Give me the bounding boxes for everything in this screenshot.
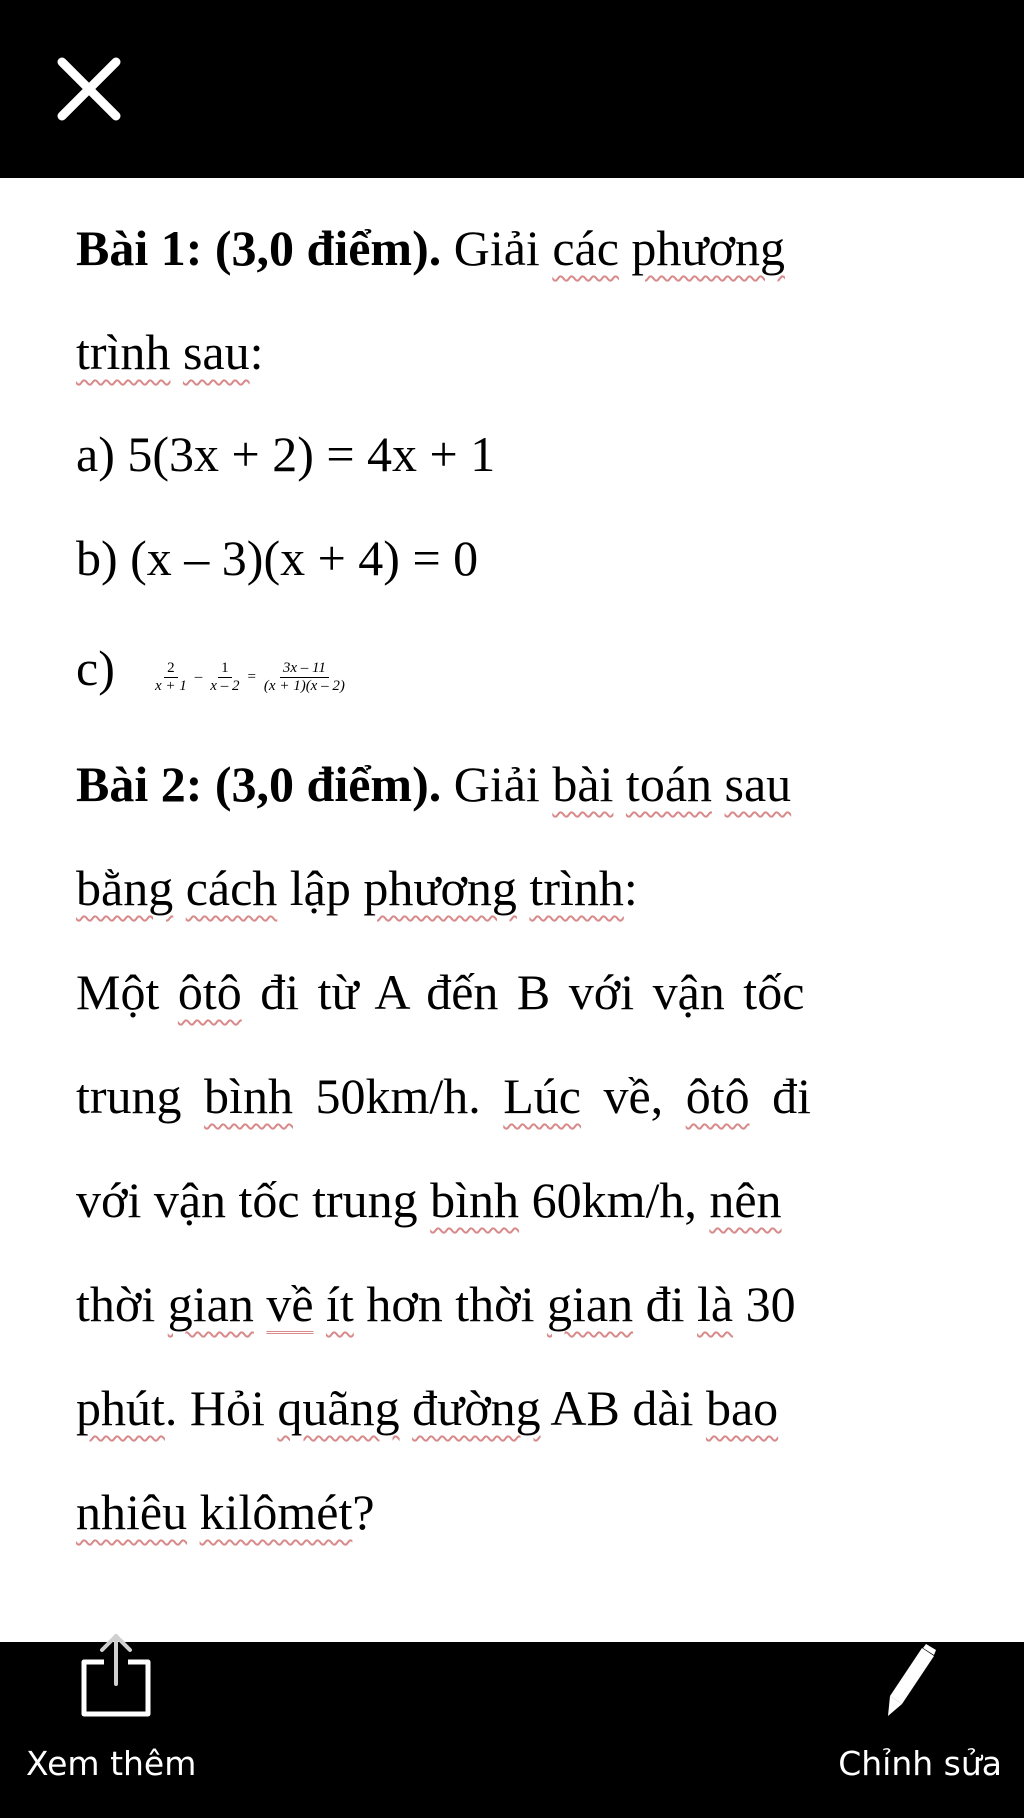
pencil-icon <box>880 1642 940 1722</box>
bai2-paragraph-line6 <box>76 1482 375 1542</box>
paragraph-word: Một <box>76 964 160 1020</box>
bai2-paragraph-line4 <box>76 1274 796 1334</box>
fraction-3 <box>261 660 348 695</box>
paragraph-word: quãng <box>277 1380 400 1436</box>
bai2-word: sau <box>724 756 792 812</box>
fraction-3-numerator: 3x – 11 <box>280 660 329 678</box>
bai2-word: Giải <box>453 756 540 812</box>
edit-button[interactable] <box>880 1642 940 1722</box>
share-button[interactable] <box>76 1626 156 1722</box>
bai2-title: Bài 2: (3,0 điểm). <box>76 756 442 812</box>
paragraph-word: bình <box>430 1172 520 1228</box>
fraction-2-numerator: 1 <box>218 660 232 678</box>
paragraph-word: với vận tốc trung <box>76 1172 418 1228</box>
fraction-2 <box>207 660 242 695</box>
paragraph-word: 60km/h, <box>531 1172 697 1228</box>
fraction-1-numerator: 2 <box>164 660 178 678</box>
bai1-word: các <box>552 220 619 276</box>
paragraph-word: về <box>266 1276 314 1332</box>
bai2-word: bài <box>552 756 614 812</box>
bai2-paragraph-line1 <box>76 962 804 1022</box>
paragraph-word: 30 <box>745 1276 796 1332</box>
paragraph-word: đi <box>645 1276 685 1332</box>
item-c-equation <box>152 660 348 695</box>
item-a-label: a) <box>76 426 115 482</box>
bai1-item-b <box>76 528 478 588</box>
paragraph-word: gian <box>167 1276 254 1332</box>
paragraph-word: nên <box>709 1172 782 1228</box>
bai2-heading-line1 <box>76 754 791 814</box>
bai2-paragraph-line3 <box>76 1170 782 1230</box>
item-c-label: c) <box>76 640 115 696</box>
fraction-2-denominator: x – 2 <box>210 678 240 694</box>
paragraph-word: đường <box>412 1380 541 1436</box>
close-button[interactable] <box>56 56 122 122</box>
paragraph-word: về, <box>603 1068 664 1124</box>
bai2-word: toán <box>625 756 713 812</box>
document-page <box>0 178 1024 1642</box>
paragraph-word: bình <box>204 1068 293 1124</box>
paragraph-word: ít <box>326 1276 354 1332</box>
paragraph-word: ôtô <box>177 964 242 1020</box>
bai1-word: Giải <box>453 220 540 276</box>
bai1-colon: : <box>249 324 264 380</box>
minus-sign: – <box>194 669 203 685</box>
item-a-equation: 5(3x + 2) = 4x + 1 <box>127 426 496 482</box>
bai2-colon: : <box>623 860 638 916</box>
bai1-word: phương <box>631 220 785 276</box>
close-icon <box>56 56 122 122</box>
bai2-word: trình <box>529 860 624 916</box>
fraction-1-denominator: x + 1 <box>155 678 187 694</box>
paragraph-word: phút <box>76 1380 165 1436</box>
bai2-paragraph-line2 <box>76 1066 811 1126</box>
bai2-word: cách <box>185 860 278 916</box>
paragraph-word: AB dài <box>550 1380 694 1436</box>
paragraph-word: đi từ A đến B với vận tốc <box>260 964 805 1020</box>
paragraph-word: hơn thời <box>366 1276 535 1332</box>
paragraph-word: đi <box>772 1068 811 1124</box>
share-icon <box>76 1626 156 1722</box>
paragraph-word: 50km/h. <box>315 1068 481 1124</box>
paragraph-word: ? <box>352 1484 375 1540</box>
bai1-heading-line2 <box>76 322 264 382</box>
bai1-word: sau <box>182 324 250 380</box>
fraction-3-denominator: (x + 1)(x – 2) <box>263 678 345 694</box>
bai2-word: bằng <box>76 860 174 916</box>
bai2-word: phương <box>363 860 517 916</box>
top-bar <box>0 0 1024 178</box>
bai1-item-a <box>76 424 495 484</box>
paragraph-word: gian <box>547 1276 634 1332</box>
paragraph-word: ôtô <box>685 1068 750 1124</box>
bai1-item-c <box>76 638 115 698</box>
bai1-title: Bài 1: (3,0 điểm). <box>76 220 442 276</box>
paragraph-word: thời <box>76 1276 156 1332</box>
paragraph-word: bao <box>705 1380 779 1436</box>
item-b-label: b) <box>76 530 118 586</box>
bai2-heading-line2 <box>76 858 638 918</box>
item-b-equation: (x – 3)(x + 4) = 0 <box>130 530 479 586</box>
paragraph-word: Lúc <box>503 1068 581 1124</box>
paragraph-word: . Hỏi <box>164 1380 265 1436</box>
bai1-word: trình <box>76 324 171 380</box>
bai2-word: lập <box>289 860 351 916</box>
more-button[interactable]: Xem thêm <box>26 1744 197 1783</box>
fraction-1 <box>152 660 190 695</box>
bai1-heading-line1 <box>76 218 785 278</box>
equals-sign: = <box>247 669 256 685</box>
paragraph-word: trung <box>76 1068 182 1124</box>
paragraph-word: là <box>697 1276 734 1332</box>
paragraph-word: nhiêu <box>76 1484 188 1540</box>
bai2-paragraph-line5 <box>76 1378 778 1438</box>
edit-label-button[interactable]: Chỉnh sửa <box>838 1744 1002 1783</box>
bottom-bar <box>0 1642 1024 1818</box>
paragraph-word: kilômét <box>199 1484 353 1540</box>
